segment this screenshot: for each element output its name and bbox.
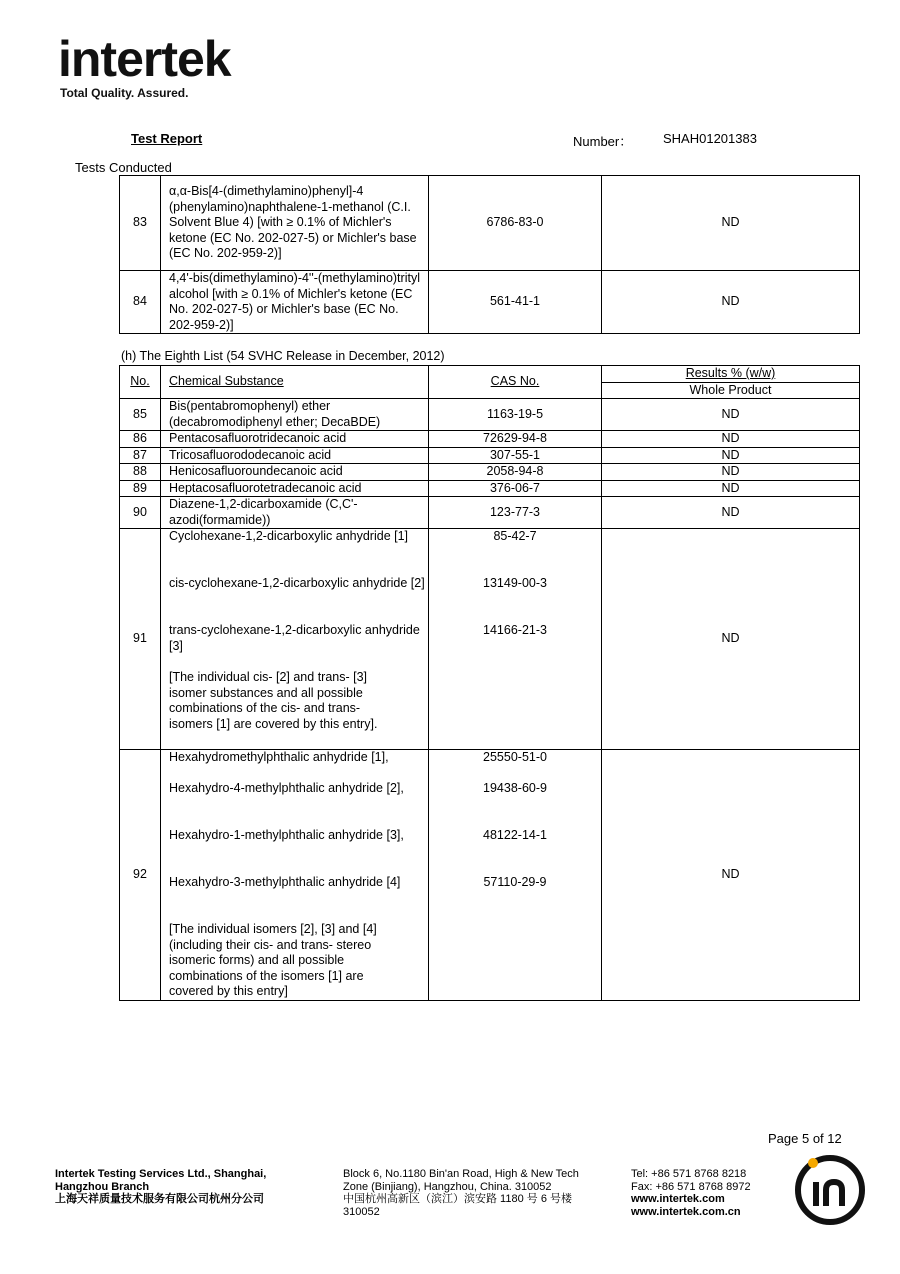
header-whole-product: Whole Product — [602, 382, 860, 399]
table-row — [120, 399, 860, 431]
result-value: ND — [602, 271, 860, 334]
result-value: ND — [602, 529, 860, 750]
address-postcode: 310052 — [343, 1205, 380, 1218]
row-number: 86 — [120, 431, 161, 448]
row-number: 91 — [120, 529, 161, 750]
substance-item: Hexahydromethylphthalic anhydride [1], — [169, 750, 389, 764]
header-chemical-substance: Chemical Substance — [161, 366, 429, 399]
cas-number: 25550-51-0 — [483, 750, 547, 764]
website-link-cn[interactable]: www.intertek.com.cn — [631, 1205, 741, 1218]
row-number: 90 — [120, 497, 161, 529]
logo-tagline: Total Quality. Assured. — [60, 86, 189, 100]
header-no: No. — [120, 366, 161, 399]
result-value: ND — [602, 750, 860, 1001]
substance-note: [The individual cis- [2] and trans- [3] isomer substances and all possible combinations of the cis- and trans-isomers [1] are covered by this entry]. — [169, 670, 378, 731]
footer-contact — [631, 1168, 751, 1218]
report-number-label: Number： — [573, 134, 633, 149]
substance-note: [The individual isomers [2], [3] and [4] (including their cis- and trans- stereo isomeric forms) and all possible combinations of the isomers [1] are covered by this entry] — [169, 922, 377, 998]
cas-number-group — [429, 750, 602, 1001]
row-number: 92 — [120, 750, 161, 1001]
cas-number: 123-77-3 — [429, 497, 602, 529]
company-name-chinese: 上海天祥质量技术服务有限公司杭州分公司 — [55, 1193, 264, 1205]
intertek-circle-logo-icon — [792, 1152, 868, 1228]
table-row — [120, 464, 860, 481]
substance-item: Hexahydro-3-methylphthalic anhydride [4] — [169, 875, 401, 889]
cas-number: 48122-14-1 — [483, 828, 547, 842]
svhc-table-continued — [119, 175, 860, 334]
result-value: ND — [602, 176, 860, 271]
report-title: Test Report — [131, 131, 203, 146]
page-number: Page 5 of 12 — [768, 1131, 842, 1146]
svhc-eighth-list-table — [119, 365, 860, 1001]
tests-conducted-label: Tests Conducted — [75, 160, 172, 175]
chemical-substance: Bis(pentabromophenyl) ether (decabromodiphenyl ether; DecaBDE) — [161, 399, 429, 431]
section-h-label: (h) The Eighth List (54 SVHC Release in December, 2012) — [121, 349, 445, 363]
telephone: Tel: +86 571 8768 8218 — [631, 1168, 747, 1180]
substance-item: cis-cyclohexane-1,2-dicarboxylic anhydride [2] — [169, 576, 425, 590]
website-link[interactable]: www.intertek.com — [631, 1193, 725, 1205]
cas-number: 13149-00-3 — [483, 576, 547, 590]
address-line-chinese: 中国杭州高新区（滨江）滨安路 1180 号 6 号楼 — [343, 1193, 572, 1205]
address-line: Block 6, No.1180 Bin'an Road, High & New Tech — [343, 1168, 579, 1180]
chemical-substance: 4,4'-bis(dimethylamino)-4''-(methylamino)trityl alcohol [with ≥ 0.1% of Michler's ketone (EC No. 202-027-5) or Michler's base (EC No. 202-959-2)] — [161, 271, 429, 334]
intertek-logo: intertek — [58, 31, 231, 87]
company-branch: Hangzhou Branch — [55, 1180, 150, 1193]
substance-item: Hexahydro-4-methylphthalic anhydride [2], — [169, 781, 404, 795]
chemical-substance-group — [161, 529, 429, 750]
table-row — [120, 480, 860, 497]
table-header-row — [120, 366, 860, 383]
cas-number: 307-55-1 — [429, 447, 602, 464]
substance-item: trans-cyclohexane-1,2-dicarboxylic anhydride [3] — [169, 623, 420, 653]
cas-number: 561-41-1 — [429, 271, 602, 334]
result-value: ND — [602, 480, 860, 497]
table-row — [120, 271, 860, 334]
header-results: Results % (w/w) — [602, 366, 860, 383]
footer-company — [55, 1168, 266, 1206]
cas-number: 19438-60-9 — [483, 781, 547, 795]
substance-item: Cyclohexane-1,2-dicarboxylic anhydride [1] — [169, 529, 409, 543]
chemical-substance: Diazene-1,2-dicarboxamide (C,C'-azodi(formamide)) — [161, 497, 429, 529]
table-row — [120, 176, 860, 271]
result-value: ND — [602, 431, 860, 448]
row-number: 85 — [120, 399, 161, 431]
header-cas-no: CAS No. — [429, 366, 602, 399]
chemical-substance: Henicosafluoroundecanoic acid — [161, 464, 429, 481]
chemical-substance: Tricosafluorododecanoic acid — [161, 447, 429, 464]
report-number-value: SHAH01201383 — [663, 131, 757, 146]
row-number: 89 — [120, 480, 161, 497]
row-number: 88 — [120, 464, 161, 481]
chemical-substance: Heptacosafluorotetradecanoic acid — [161, 480, 429, 497]
cas-number-group — [429, 529, 602, 750]
cas-number: 376-06-7 — [429, 480, 602, 497]
company-name: Intertek Testing Services Ltd., Shanghai, — [55, 1168, 267, 1180]
result-value: ND — [602, 447, 860, 464]
substance-item: Hexahydro-1-methylphthalic anhydride [3], — [169, 828, 404, 842]
cas-number: 6786-83-0 — [429, 176, 602, 271]
row-number: 83 — [120, 176, 161, 271]
cas-number: 72629-94-8 — [429, 431, 602, 448]
cas-number: 57110-29-9 — [483, 875, 547, 889]
table-row — [120, 497, 860, 529]
table-row — [120, 431, 860, 448]
cas-number: 85-42-7 — [493, 529, 537, 543]
chemical-substance-group — [161, 750, 429, 1001]
row-number: 87 — [120, 447, 161, 464]
result-value: ND — [602, 399, 860, 431]
fax: Fax: +86 571 8768 8972 — [631, 1180, 751, 1193]
cas-number: 2058-94-8 — [429, 464, 602, 481]
result-value: ND — [602, 464, 860, 481]
row-number: 84 — [120, 271, 161, 334]
chemical-substance: α,α-Bis[4-(dimethylamino)phenyl]-4 (phenylamino)naphthalene-1-methanol (C.I. Solvent Blue 4) [with ≥ 0.1% of Michler's ketone (EC No. 202-027-5) or Michler's base (EC No. 202-959-2)] — [161, 176, 429, 271]
table-row — [120, 750, 860, 1001]
footer-address — [343, 1168, 579, 1218]
cas-number: 14166-21-3 — [483, 623, 547, 637]
address-line: Zone (Binjiang), Hangzhou, China. 310052 — [343, 1180, 552, 1193]
table-row — [120, 529, 860, 750]
result-value: ND — [602, 497, 860, 529]
chemical-substance: Pentacosafluorotridecanoic acid — [161, 431, 429, 448]
cas-number: 1163-19-5 — [429, 399, 602, 431]
table-row — [120, 447, 860, 464]
